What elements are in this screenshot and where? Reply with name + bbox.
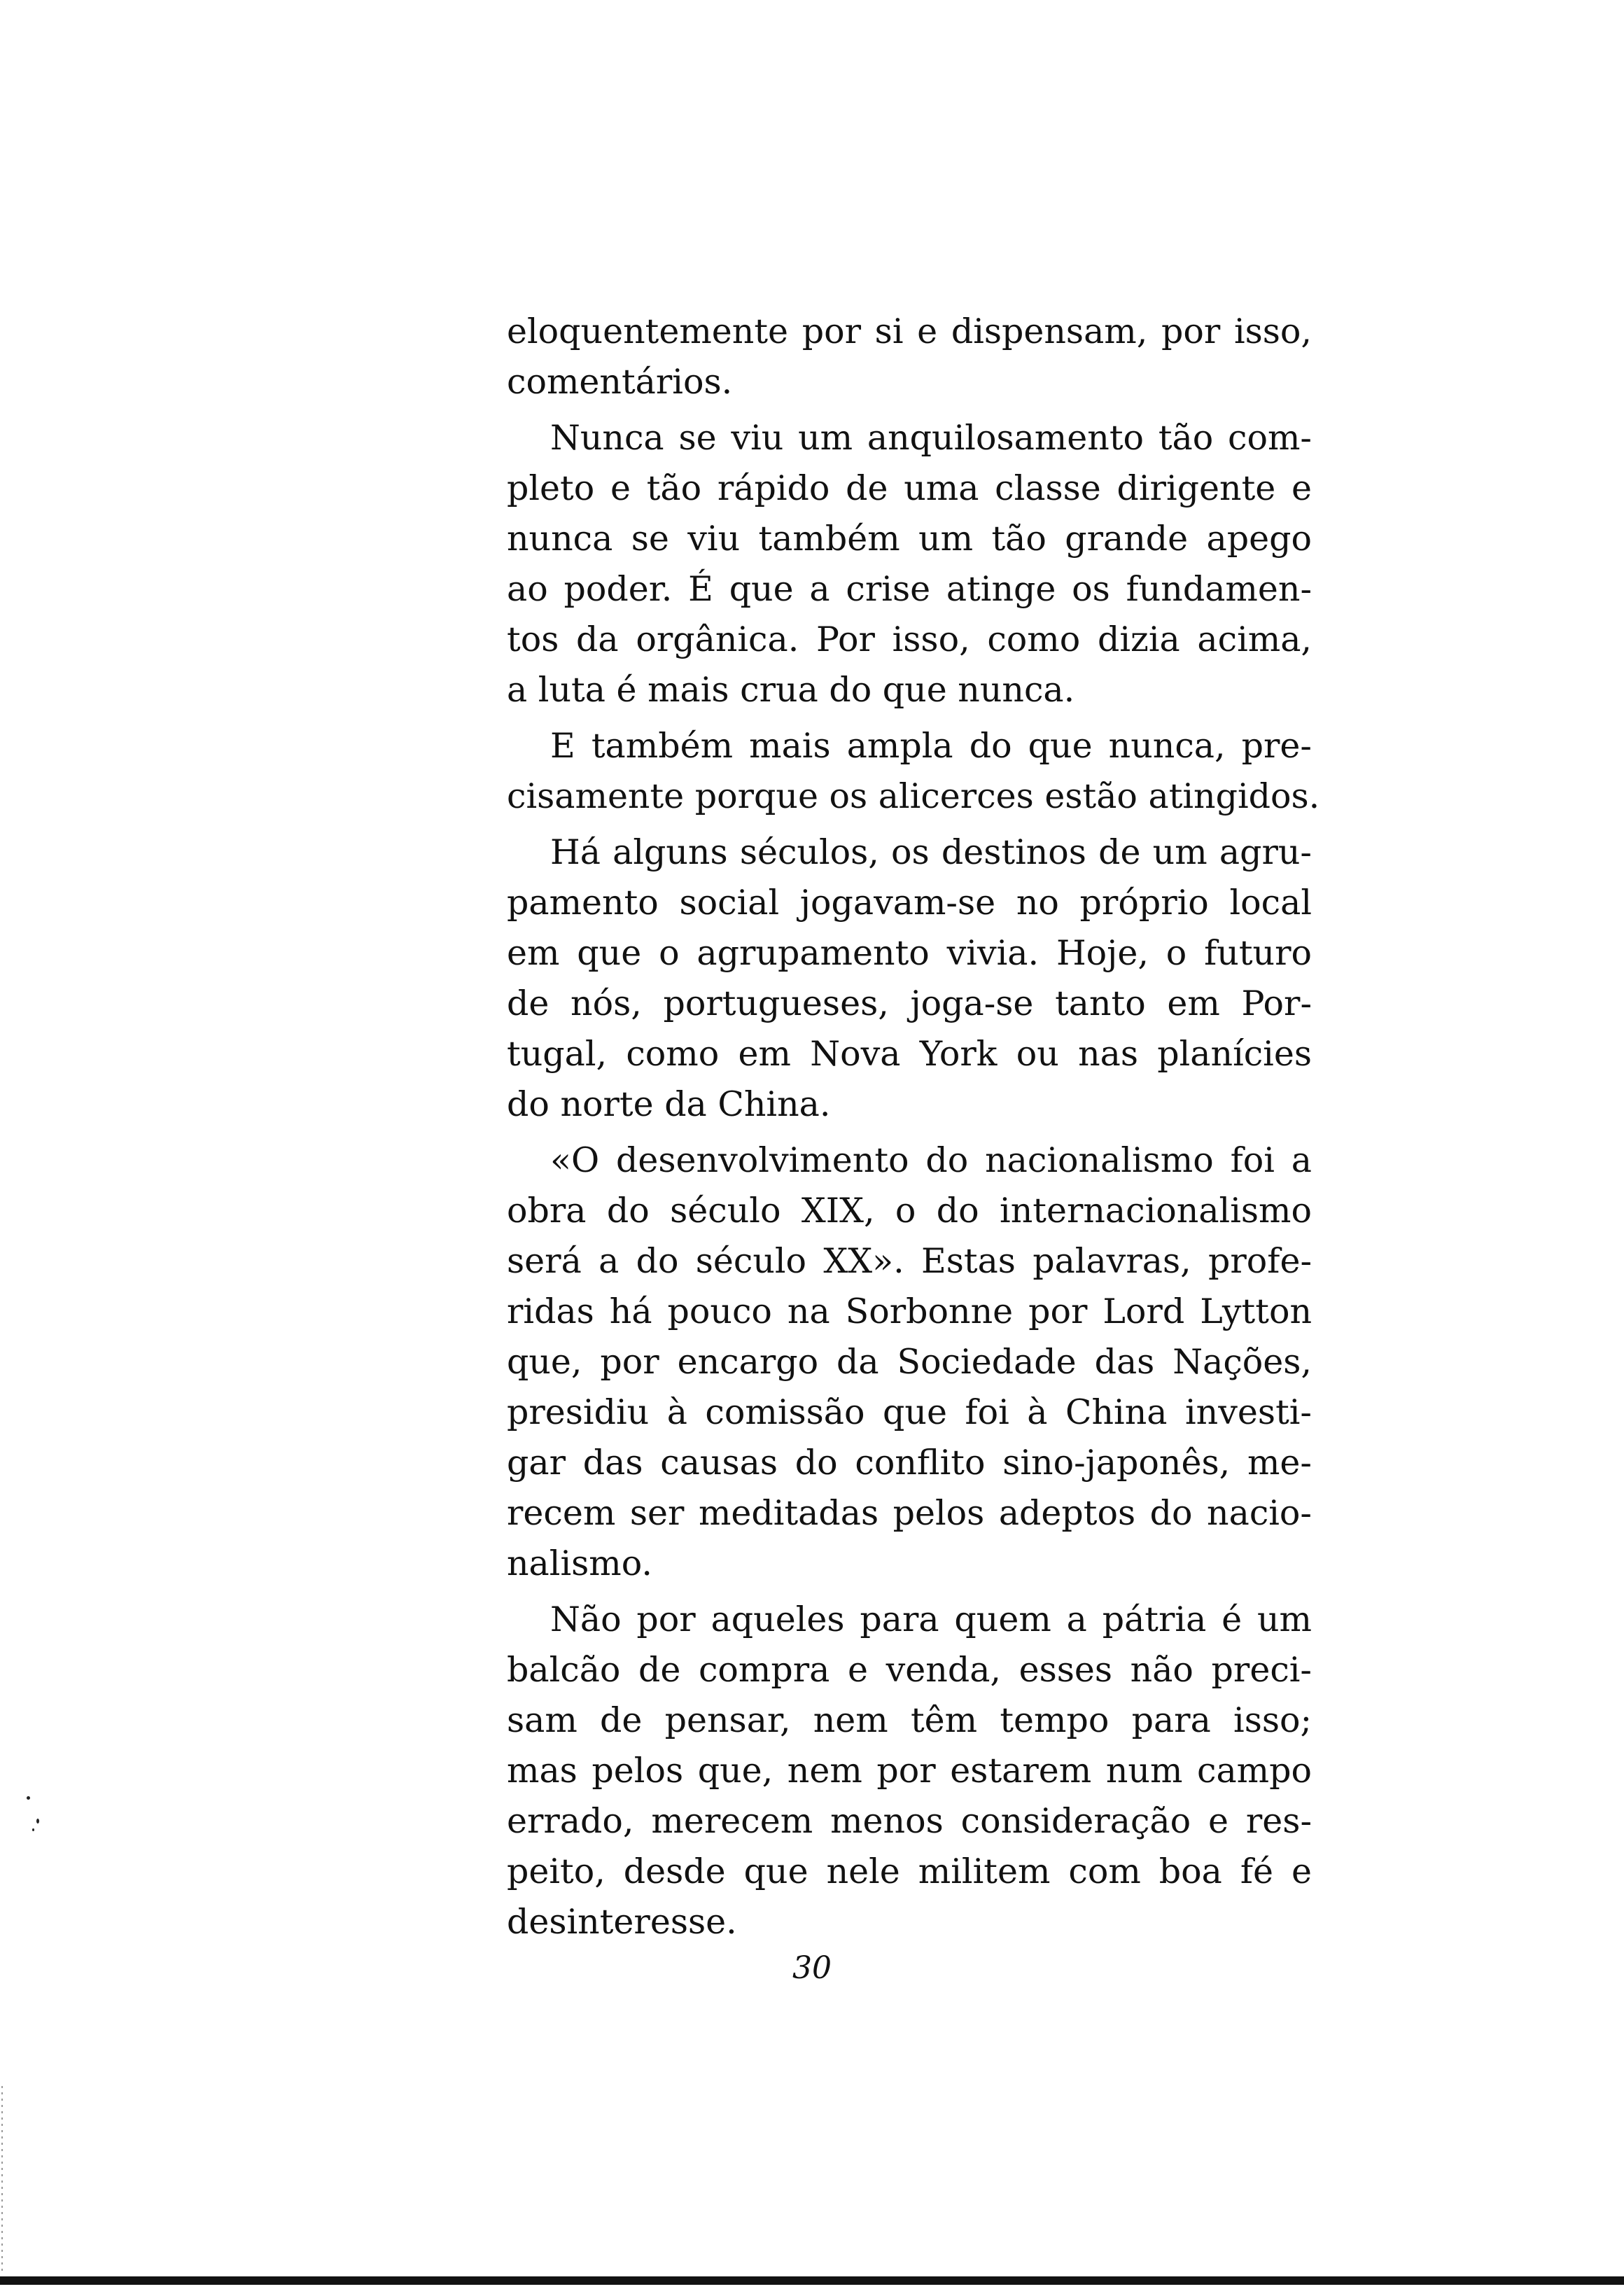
text-line: Há alguns séculos, os destinos de um agru- [550,832,1312,872]
text-line: Não por aqueles para quem a pátria é um [550,1600,1312,1639]
text-line: pamento social jogavam-se no próprio local [507,883,1312,923]
text-line: do norte da China. [507,1084,831,1124]
text-line: que, por encargo da Sociedade das Nações, [507,1342,1312,1382]
page-number: 30 [792,1950,832,1986]
text-line: obra do século XIX, o do internacionalismo [507,1191,1312,1231]
text-line: presidiu à comissão que foi à China investi- [507,1392,1312,1432]
text-line: balcão de compra e venda, esses não preci- [507,1650,1312,1690]
text-line: recem ser meditadas pelos adeptos do nacio- [507,1493,1312,1533]
text-line: comentários. [507,362,733,402]
text-line: E também mais ampla do que nunca, pre- [550,726,1312,766]
text-line: «O desenvolvimento do nacionalismo foi a [550,1140,1312,1180]
text-line: será a do século XX». Estas palavras, profe- [507,1241,1312,1281]
text-line: sam de pensar, nem têm tempo para isso; [507,1700,1312,1740]
scan-edge-mark [1,2086,3,2275]
paragraph-gap [507,822,1312,827]
paragraph-gap [507,407,1312,413]
text-line: nunca se viu também um tão grande apego [507,519,1312,559]
text-line: pleto e tão rápido de uma classe dirigente e [507,468,1312,508]
text-line: nalismo. [507,1544,652,1583]
scan-bottom-edge [0,2276,1624,2285]
text-line: desinteresse. [507,1902,737,1942]
text-line: cisamente porque os alicerces estão atingidos. [507,776,1320,816]
text-line: tugal, como em Nova York ou nas planícies [507,1034,1312,1074]
margin-speck [32,1828,34,1831]
text-line: ridas há pouco na Sorbonne por Lord Lytton [507,1292,1312,1331]
margin-speck [27,1796,30,1800]
text-line: peito, desde que nele militem com boa fé e [507,1851,1312,1891]
text-line: a luta é mais crua do que nunca. [507,670,1075,710]
paragraph-gap [507,1130,1312,1135]
text-line: errado, merecem menos consideração e res- [507,1801,1312,1841]
text-line: tos da orgânica. Por isso, como dizia acima, [507,620,1312,659]
text-line: Nunca se viu um anquilosamento tão com- [550,418,1312,458]
text-line: em que o agrupamento vivia. Hoje, o futuro [507,933,1312,973]
text-line: eloquentemente por si e dispensam, por isso, [507,312,1312,351]
margin-speck [36,1819,39,1823]
text-line: mas pelos que, nem por estarem num campo [507,1751,1312,1791]
text-line: de nós, portugueses, joga-se tanto em Por- [507,983,1312,1023]
paragraph-gap [507,715,1312,721]
text-line: ao poder. É que a crise atinge os fundamen- [507,569,1312,609]
text-line: gar das causas do conflito sino-japonês, me- [507,1443,1312,1483]
body-text [507,307,1320,1947]
paragraph-gap [507,1589,1312,1595]
